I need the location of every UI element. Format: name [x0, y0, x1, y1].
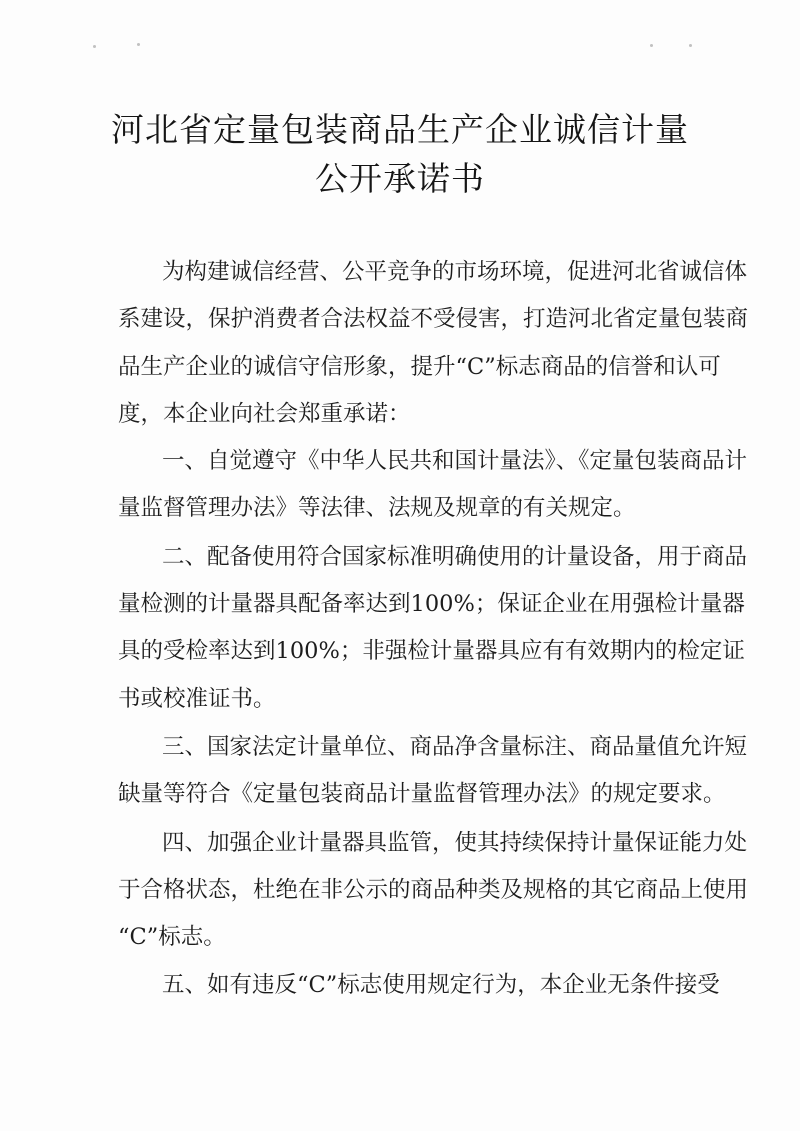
body-line: 三、国家法定计量单位、商品净含量标注、商品量值允许短: [162, 734, 748, 760]
scan-speck: [689, 44, 692, 47]
body-line: 五、如有违反“C”标志使用规定行为，本企业无条件接受: [162, 972, 720, 998]
scan-speck: [93, 45, 96, 48]
body-line: 系建设，保护消费者合法权益不受侵害，打造河北省定量包装商: [118, 306, 749, 332]
body-line: 一、自觉遵守《中华人民共和国计量法》、《定量包装商品计: [162, 448, 748, 474]
body-line: 书或校准证书。: [118, 686, 276, 712]
scan-speck: [137, 43, 140, 46]
body-line: “C”标志。: [118, 924, 226, 950]
document-title-line-2: 公开承诺书: [315, 159, 485, 198]
scan-speck: [650, 44, 653, 47]
body-line: 品生产企业的诚信守信形象，提升“C”标志商品的信誉和认可: [118, 354, 721, 380]
body-line: 量监督管理办法》等法律、法规及规章的有关规定。: [118, 495, 636, 521]
body-line: 度，本企业向社会郑重承诺：: [118, 401, 411, 427]
document-title-line-1: 河北省定量包装商品生产企业诚信计量: [111, 110, 689, 149]
body-line: 为构建诚信经营、公平竞争的市场环境，促进河北省诚信体: [162, 259, 748, 285]
body-line: 具的受检率达到100%；非强检计量器具应有有效期内的检定证: [118, 638, 745, 664]
body-line: 二、配备使用符合国家标准明确使用的计量设备，用于商品: [162, 544, 748, 570]
body-line: 缺量等符合《定量包装商品计量监督管理办法》的规定要求。: [118, 781, 726, 807]
body-line: 于合格状态，杜绝在非公示的商品种类及规格的其它商品上使用: [118, 877, 749, 903]
body-line: 四、加强企业计量器具监管，使其持续保持计量保证能力处: [162, 830, 748, 856]
body-line: 量检测的计量器具配备率达到100%；保证企业在用强检计量器: [118, 591, 745, 617]
